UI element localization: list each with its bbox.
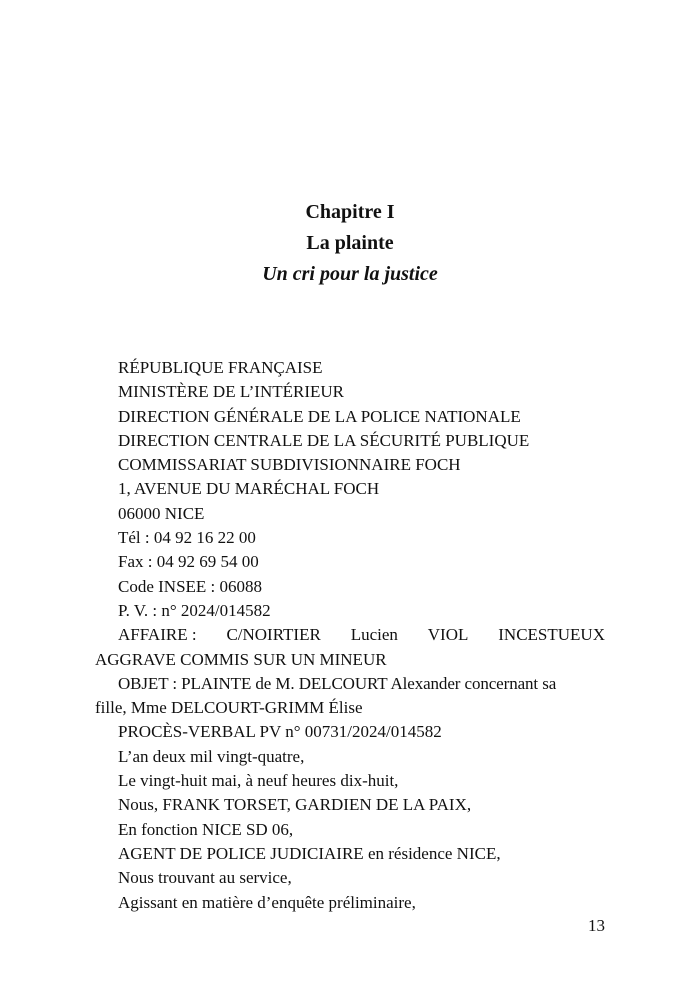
objet-first-line: OBJET : PLAINTE de M. DELCOURT Alexander concernant sa	[118, 673, 557, 693]
body-line: PROCÈS-VERBAL PV n° 00731/2024/014582	[118, 722, 442, 742]
affaire-paragraph	[95, 623, 605, 672]
body-line: Le vingt-huit mai, à neuf heures dix-huit,	[118, 771, 399, 791]
report-body	[95, 356, 605, 915]
header-line: Fax : 04 92 69 54 00	[118, 552, 259, 572]
page-number: 13	[588, 916, 605, 935]
header-line: 06000 NICE	[118, 503, 205, 523]
chapter-subtitle: Un cri pour la justice	[262, 263, 438, 285]
body-line: Nous, FRANK TORSET, GARDIEN DE LA PAIX,	[118, 795, 472, 815]
header-line: DIRECTION CENTRALE DE LA SÉCURITÉ PUBLIQUE	[118, 430, 530, 450]
header-line: Tél : 04 92 16 22 00	[118, 528, 256, 548]
affaire-word: Lucien	[350, 625, 398, 645]
objet-paragraph	[95, 672, 605, 721]
body-line: En fonction NICE SD 06,	[118, 819, 294, 839]
affaire-first-line	[95, 623, 605, 647]
chapter-heading	[0, 197, 700, 290]
affaire-continuation: AGGRAVE COMMIS SUR UN MINEUR	[95, 649, 387, 669]
objet-continuation: fille, Mme DELCOURT-GRIMM Élise	[95, 698, 363, 718]
body-line: Agissant en matière d’enquête préliminaire,	[118, 892, 416, 912]
affaire-word: AFFAIRE :	[118, 625, 197, 645]
header-line: MINISTÈRE DE L’INTÉRIEUR	[118, 382, 345, 402]
header-line: RÉPUBLIQUE FRANÇAISE	[118, 358, 323, 377]
body-line: Nous trouvant au service,	[118, 868, 292, 888]
header-line: 1, AVENUE DU MARÉCHAL FOCH	[118, 479, 380, 499]
affaire-word: C/NOIRTIER	[226, 625, 321, 645]
affaire-word: VIOL	[427, 625, 469, 645]
header-line: Code INSEE : 06088	[118, 576, 263, 596]
header-line: P. V. : n° 2024/014582	[118, 600, 271, 620]
chapter-number: Chapitre I	[305, 201, 395, 223]
chapter-title: La plainte	[306, 232, 394, 254]
header-line: COMMISSARIAT SUBDIVISIONNAIRE FOCH	[118, 455, 461, 475]
affaire-word: INCESTUEUX	[498, 625, 605, 645]
body-line: L’an deux mil vingt-quatre,	[118, 746, 305, 766]
body-line: AGENT DE POLICE JUDICIAIRE en résidence NICE,	[118, 843, 501, 863]
header-line: DIRECTION GÉNÉRALE DE LA POLICE NATIONALE	[118, 406, 521, 426]
